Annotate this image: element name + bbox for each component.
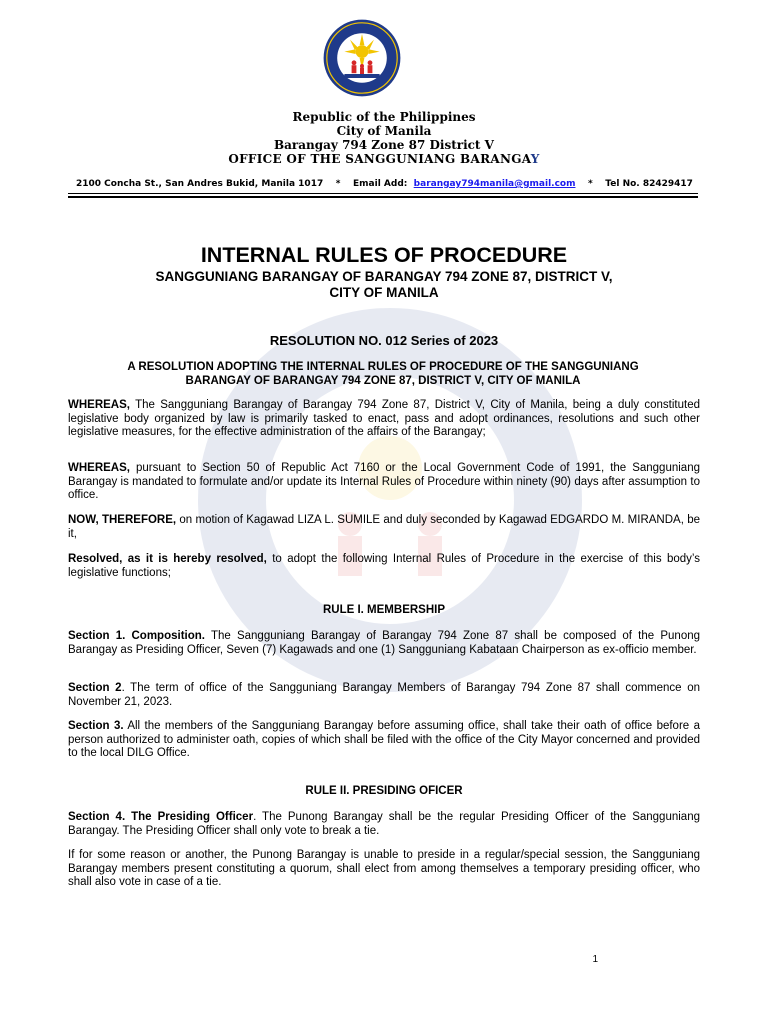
whereas-paragraph-1 — [68, 399, 700, 440]
letterhead-barangay: Barangay 794 Zone 87 District V — [274, 138, 494, 152]
contact-separator: * — [335, 179, 341, 189]
section-2-lead: Section 2 — [68, 682, 122, 694]
document-subtitle — [70, 269, 698, 301]
page-number: 1 — [592, 954, 598, 965]
document-title: INTERNAL RULES OF PROCEDURE — [200, 243, 568, 267]
letterhead-republic: Republic of the Philippines — [292, 110, 476, 124]
resolution-description — [68, 361, 698, 388]
section-1-paragraph — [68, 630, 700, 657]
subtitle-line-1: SANGGUNIANG BARANGAY OF BARANGAY 794 ZONE 87, DISTRICT V, — [155, 269, 613, 284]
letterhead-office-text: OFFICE OF THE SANGGUNIANG BARANGA — [228, 152, 531, 166]
resolved-paragraph — [68, 553, 700, 580]
section-3-text: All the members of the Sangguniang Barangay before assuming office, shall take their oath of office before a person authorized to administer oath, copies of which shall be filed with the office of the City Mayor concerned and provided to the local DILG Office. — [68, 720, 700, 759]
resolved-lead: Resolved, as it is hereby resolved, — [68, 553, 267, 565]
section-3-paragraph — [68, 720, 700, 761]
presiding-officer-paragraph: If for some reason or another, the Punong Barangay is unable to preside in a regular/special session, the Sangguniang Barangay members present constituting a quorum, shall elect from among themselves a temporary presiding officer, who shall also vote in case of a tie. — [68, 849, 700, 888]
section-4-text: . The Punong Barangay shall be the regular Presiding Officer of the Sangguniang Barangay. The Presiding Officer shall only vote to break a tie. — [68, 811, 700, 837]
section-3-lead: Section 3. — [68, 720, 124, 732]
rule-1-heading: RULE I. MEMBERSHIP — [322, 604, 446, 616]
section-4-title: . The Presiding Officer — [121, 811, 254, 823]
contact-email-label: Email Add: — [353, 179, 408, 189]
now-therefore-lead: NOW, THEREFORE, — [68, 514, 177, 526]
section-4-paragraph — [68, 811, 700, 838]
resolution-description-line-2: BARANGAY OF BARANGAY 794 ZONE 87, DISTRICT V, CITY OF MANILA — [185, 374, 581, 387]
contact-separator: * — [588, 179, 593, 189]
whereas-lead: WHEREAS, — [68, 399, 130, 411]
section-2-paragraph — [68, 682, 700, 709]
subtitle-line-2: CITY OF MANILA — [329, 285, 439, 300]
resolved-text: to adopt the following Internal Rules of Procedure in the exercise of this body’s legislative functions; — [68, 553, 700, 579]
resolution-description-line-1: A RESOLUTION ADOPTING THE INTERNAL RULES OF PROCEDURE OF THE SANGGUNIANG — [127, 361, 639, 373]
section-2-text: . The term of office of the Sangguniang Barangay Members of Barangay 794 Zone 87 shall commence on November 21, 2023. — [68, 682, 700, 708]
contact-address: 2100 Concha St., San Andres Bukid, Manila 1017 — [76, 179, 324, 189]
section-1-text: The Sangguniang Barangay of Barangay 794 Zone 87 shall be composed of the Punong Barangay as Presiding Officer, Seven (7) Kagawads and one (1) Sangguniang Kabataan Chairperson as ex-officio member. — [68, 630, 701, 656]
now-therefore-text: on motion of Kagawad LIZA L. SUMILE and duly seconded by Kagawad EDGARDO M. MIRANDA, be it, — [68, 514, 700, 540]
section-1-lead: Section 1. Composition. — [68, 630, 205, 642]
resolution-number: RESOLUTION NO. 012 Series of 2023 — [269, 333, 499, 348]
contact-tel: Tel No. 82429417 — [605, 179, 693, 189]
letterhead-office — [0, 152, 768, 166]
contact-line — [76, 179, 696, 189]
now-therefore-paragraph — [68, 514, 700, 541]
barangay-seal-logo — [322, 18, 402, 98]
letterhead-office-last-letter: Y — [530, 152, 540, 166]
whereas-text: pursuant to Section 50 of Republic Act 7160 or the Local Government Code of 1991, the Sangguniang Barangay is mandated to formulate and/or update its Internal Rules of Procedure within ninety (90) days after assumption to office. — [68, 462, 700, 501]
whereas-lead: WHEREAS, — [68, 462, 130, 474]
whereas-paragraph-2 — [68, 462, 700, 503]
letterhead-city: City of Manila — [336, 124, 432, 138]
contact-email-link[interactable]: barangay794manila@gmail.com — [413, 179, 576, 189]
rule-2-heading: RULE II. PRESIDING OFICER — [305, 785, 463, 797]
section-4-lead: Section 4 — [68, 811, 122, 823]
header-divider-thin — [68, 193, 698, 194]
whereas-text: The Sangguniang Barangay of Barangay 794 Zone 87, District V, City of Manila, being a duly constituted legislative body organized by law is primarily tasked to enact, pass and adopt ordinances, resolutions and such other legislative measures, for the effective administration of the affairs of the Barangay; — [68, 399, 700, 438]
header-divider-thick — [68, 196, 698, 198]
